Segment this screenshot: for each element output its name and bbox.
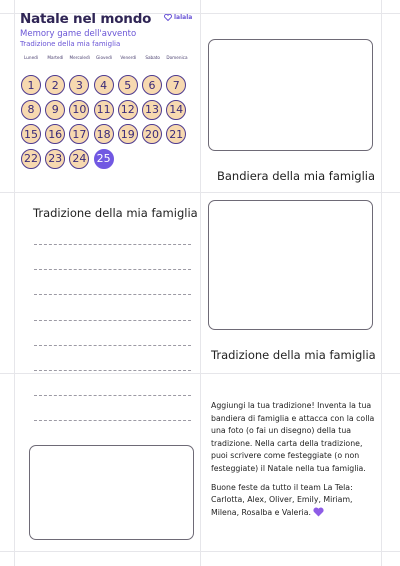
cut-line-mid-2 bbox=[0, 373, 400, 374]
calendar-day-16[interactable]: 16 bbox=[45, 124, 65, 144]
calendar-day-17[interactable]: 17 bbox=[69, 124, 89, 144]
calendar-day-22[interactable]: 22 bbox=[21, 149, 41, 169]
cut-line-bottom bbox=[0, 551, 400, 552]
calendar-day-5[interactable]: 5 bbox=[118, 75, 138, 95]
calendar-day-7[interactable]: 7 bbox=[166, 75, 186, 95]
weekday-label: Giovedì bbox=[96, 55, 112, 60]
writing-line bbox=[34, 244, 191, 245]
flag-caption: Bandiera della mia famiglia bbox=[217, 169, 376, 183]
writing-line bbox=[34, 345, 191, 346]
brand-logo bbox=[164, 14, 192, 21]
calendar-day-18[interactable]: 18 bbox=[94, 124, 114, 144]
calendar-day-13[interactable]: 13 bbox=[142, 100, 162, 120]
writing-line bbox=[34, 370, 191, 371]
cut-line-left bbox=[14, 0, 15, 566]
calendar-day-8[interactable]: 8 bbox=[21, 100, 41, 120]
tradition-photo-box[interactable] bbox=[208, 200, 373, 330]
brand-logo-text: lalala bbox=[174, 14, 193, 21]
calendar-day-2[interactable]: 2 bbox=[45, 75, 65, 95]
weekday-label: Lunedì bbox=[24, 55, 38, 60]
calendar-day-4[interactable]: 4 bbox=[94, 75, 114, 95]
greeting-text: Buone feste da tutto il team La Tela: Carlotta, Alex, Oliver, Emily, Miriam, Milena, Rosalba e Valeria. bbox=[211, 482, 353, 517]
weekday-label: Venerdì bbox=[120, 55, 137, 60]
calendar-day-9[interactable]: 9 bbox=[45, 100, 65, 120]
tradition-heading: Tradizione della mia famiglia bbox=[33, 206, 198, 220]
cut-line-center bbox=[200, 0, 201, 566]
bottom-drawing-box[interactable] bbox=[29, 445, 194, 540]
writing-line bbox=[34, 294, 191, 295]
writing-line bbox=[34, 320, 191, 321]
weekday-row bbox=[19, 55, 189, 60]
greeting-paragraph bbox=[211, 482, 377, 520]
instructions-paragraph: Aggiungi la tua tradizione! Inventa la tua bandiera di famiglia e attacca con la colla una foto (o fai un disegno) della tua tradizione. Nella carta della tradizione, puoi scrivere come festeggiate (o non festeggiate) il Natale nella tua famiglia. bbox=[211, 401, 375, 473]
calendar-day-20[interactable]: 20 bbox=[142, 124, 162, 144]
calendar-day-19[interactable]: 19 bbox=[118, 124, 138, 144]
calendar-day-23[interactable]: 23 bbox=[45, 149, 65, 169]
calendar-day-14[interactable]: 14 bbox=[166, 100, 186, 120]
calendar-day-6[interactable]: 6 bbox=[142, 75, 162, 95]
cut-line-right bbox=[381, 0, 382, 566]
instructions-text bbox=[211, 400, 377, 525]
calendar-day-24[interactable]: 24 bbox=[69, 149, 89, 169]
heart-logo-icon bbox=[164, 14, 172, 21]
calendar-day-11[interactable]: 11 bbox=[94, 100, 114, 120]
calendar-day-10[interactable]: 10 bbox=[69, 100, 89, 120]
weekday-label: Domenica bbox=[166, 55, 188, 60]
weekday-label: Sabato bbox=[145, 55, 160, 60]
cut-line-mid-1 bbox=[0, 192, 400, 193]
page-title: Natale nel mondo bbox=[20, 11, 152, 27]
calendar-day-1[interactable]: 1 bbox=[21, 75, 41, 95]
flag-drawing-box[interactable] bbox=[208, 39, 373, 151]
weekday-label: Mercoledì bbox=[69, 55, 90, 60]
calendar-day-12[interactable]: 12 bbox=[118, 100, 138, 120]
calendar-day-15[interactable]: 15 bbox=[21, 124, 41, 144]
calendar-day-21[interactable]: 21 bbox=[166, 124, 186, 144]
page-subtitle: Memory game dell'avvento bbox=[20, 29, 137, 39]
page-subsubtitle: Tradizione della mia famiglia bbox=[20, 40, 121, 48]
writing-line bbox=[34, 420, 191, 421]
photo-caption: Tradizione della mia famiglia bbox=[211, 348, 376, 362]
writing-line bbox=[34, 395, 191, 396]
calendar-day-25[interactable]: 25 bbox=[94, 149, 114, 169]
weekday-label: Martedì bbox=[47, 55, 64, 60]
purple-heart-icon bbox=[313, 507, 324, 517]
calendar-day-3[interactable]: 3 bbox=[69, 75, 89, 95]
writing-line bbox=[34, 269, 191, 270]
